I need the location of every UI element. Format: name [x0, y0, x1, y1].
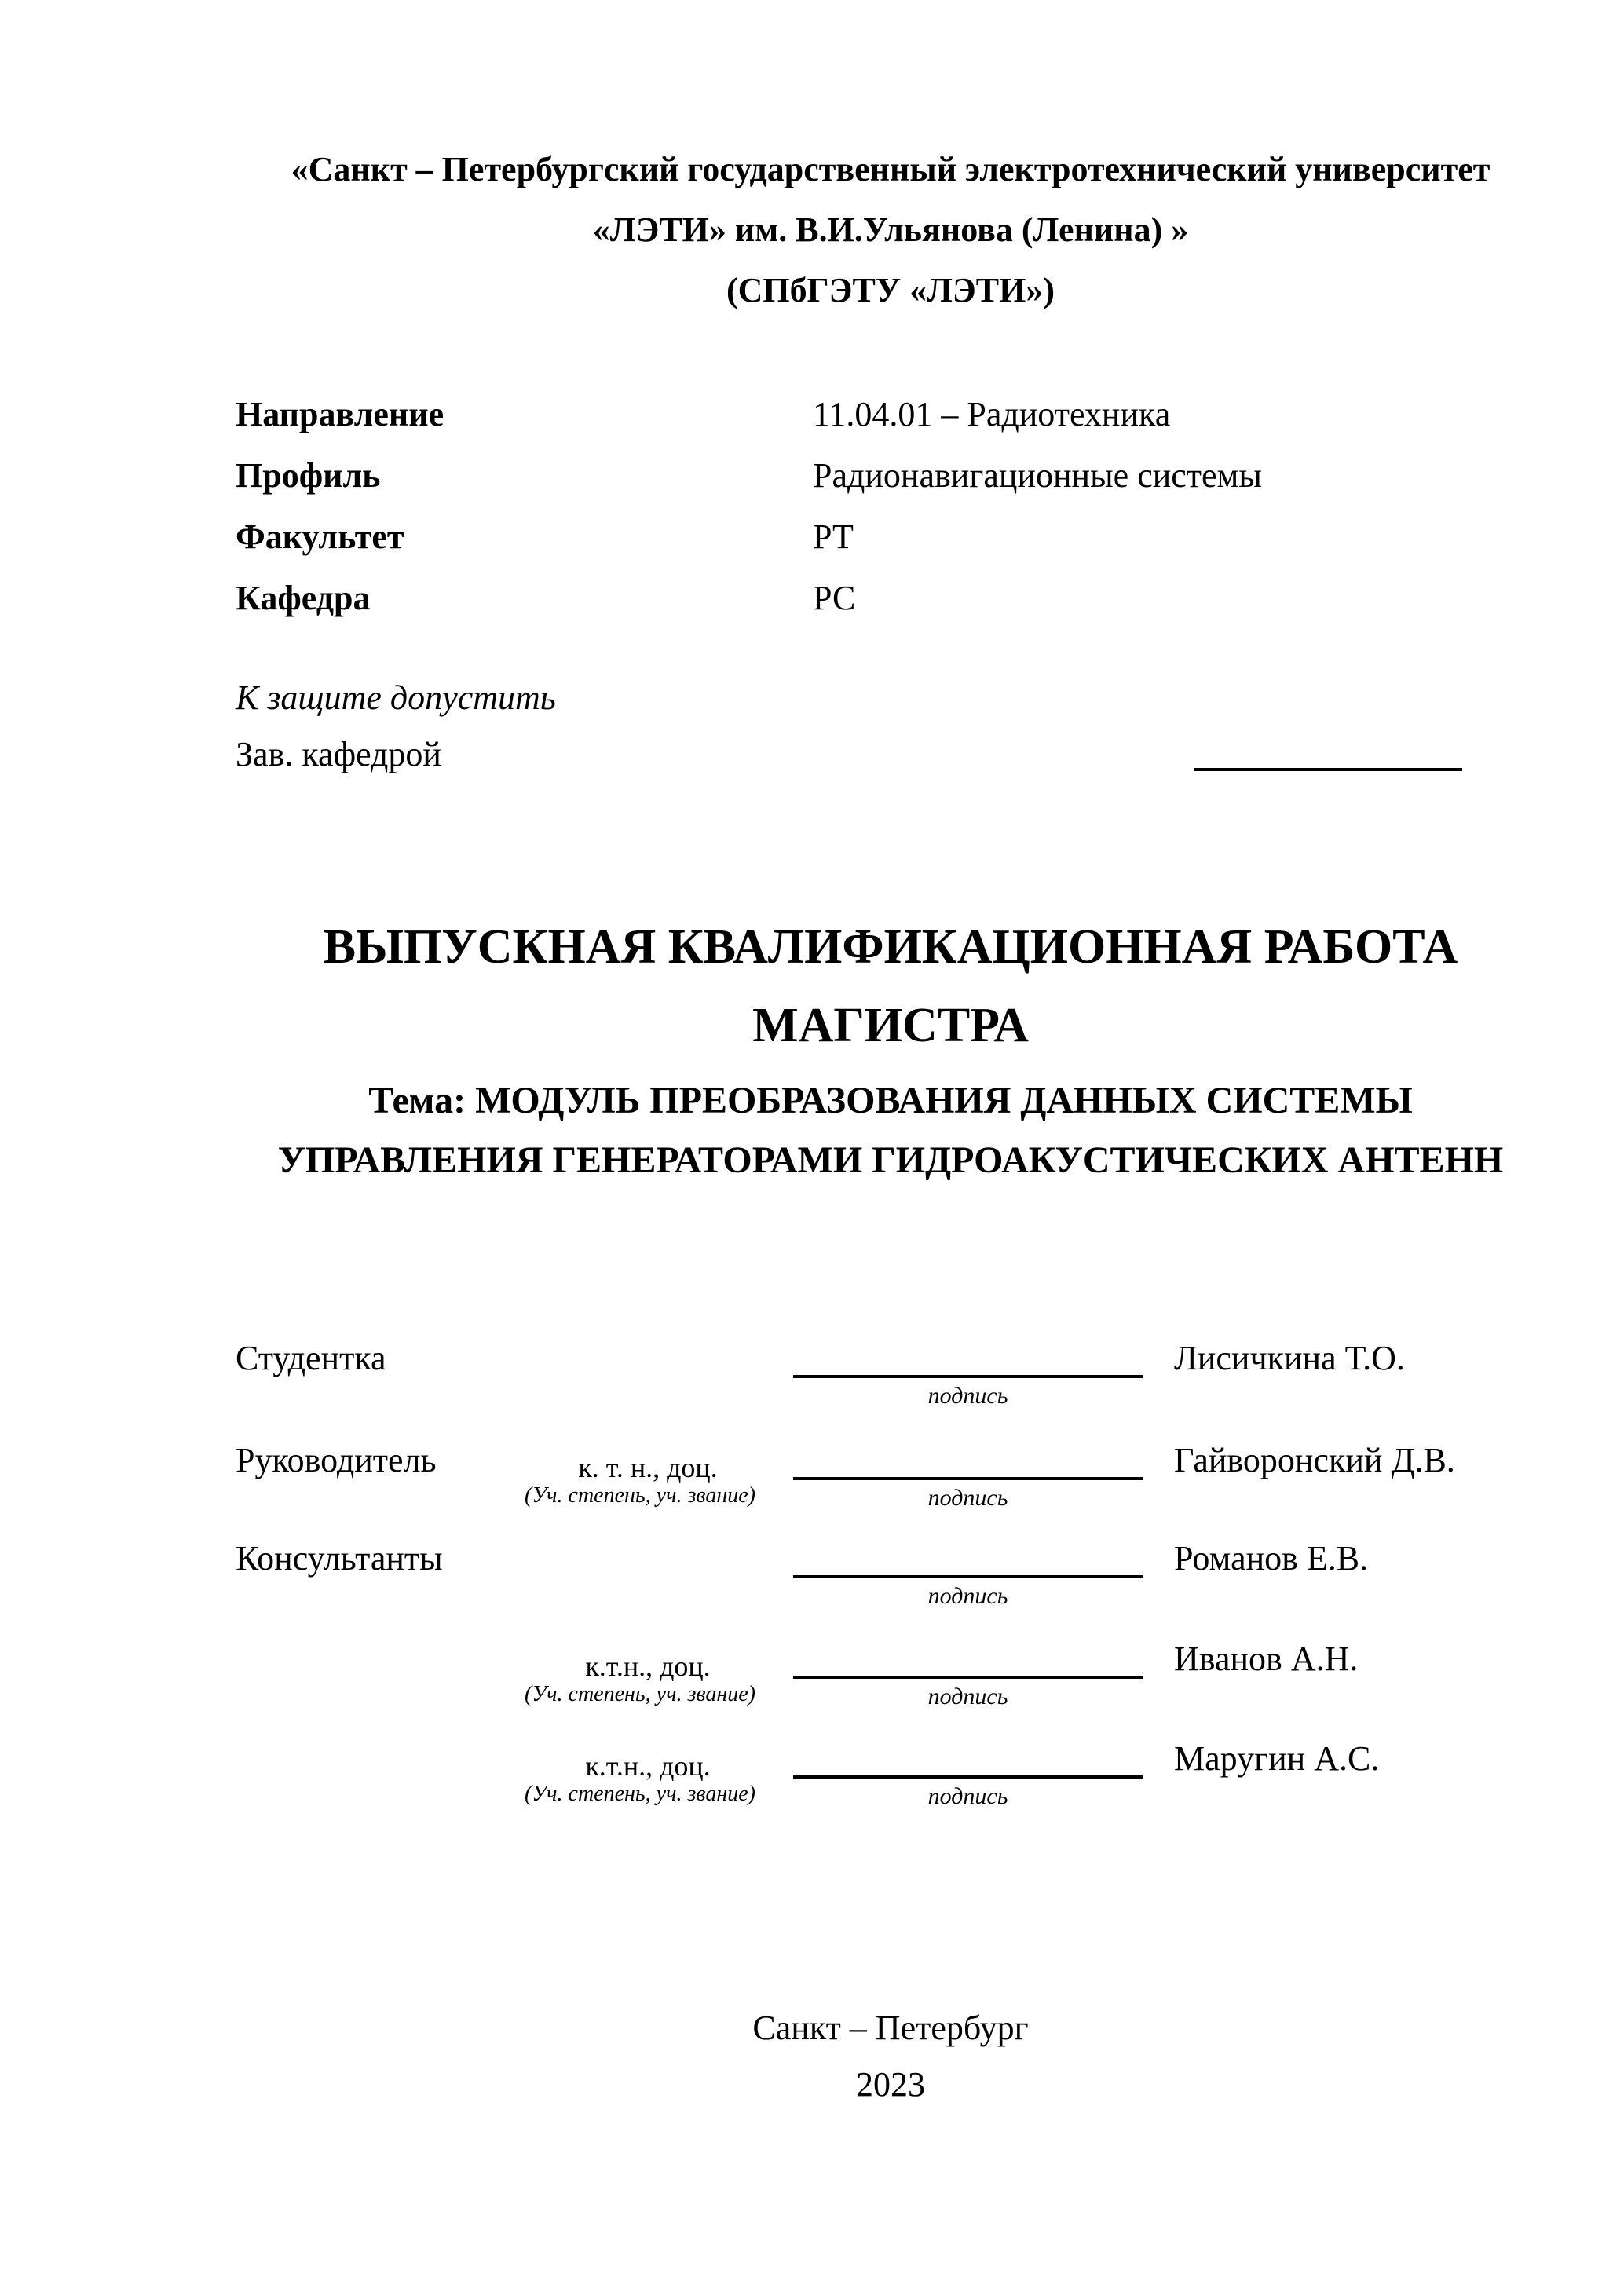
student-signature-caption: подпись: [927, 1383, 1008, 1409]
consultant-2-name: Иванов А.Н.: [1174, 1640, 1359, 1678]
consultant-1-signature-line: [793, 1575, 1143, 1578]
supervisor-degree: к. т. н., доц.: [578, 1452, 718, 1483]
consultant-1-signature-caption: подпись: [927, 1583, 1008, 1609]
program-row-faculty: [236, 517, 1545, 557]
consultant-3-degree-caption: (Уч. степень, уч. звание): [525, 1782, 755, 1806]
program-row-direction: [236, 395, 1545, 434]
direction-value: 11.04.01 – Радиотехника: [813, 395, 1171, 433]
supervisor-signature-line: [793, 1477, 1143, 1480]
signature-row-student: [236, 1339, 1545, 1433]
consultant-3-signature-caption: подпись: [927, 1783, 1008, 1809]
student-name: Лисичкина Т.О.: [1174, 1339, 1405, 1377]
program-row-profile: [236, 456, 1545, 495]
faculty-label: Факультет: [236, 517, 404, 556]
theme-line2: УПРАВЛЕНИЯ ГЕНЕРАТОРАМИ ГИДРОАКУСТИЧЕСКИХ АНТЕНН: [277, 1139, 1504, 1181]
supervisor-degree-caption: (Уч. степень, уч. звание): [525, 1483, 755, 1508]
signature-row-supervisor: [236, 1441, 1545, 1535]
supervisor-name: Гайворонский Д.В.: [1174, 1441, 1455, 1479]
department-head-label: Зав. кафедрой: [236, 735, 441, 773]
department-head-signature-line: [1194, 768, 1462, 771]
consultant-2-degree: к.т.н., доц.: [585, 1651, 711, 1682]
signature-row-consultant-3: [236, 1739, 1545, 1834]
student-role-label: Студентка: [236, 1339, 386, 1377]
university-header: [236, 139, 1545, 320]
consultants-role-label: Консультанты: [236, 1539, 443, 1578]
university-name-line2: «ЛЭТИ» им. В.И.Ульянова (Ленина) »: [592, 210, 1189, 249]
work-title-line2: МАГИСТРА: [752, 999, 1029, 1052]
consultant-2-degree-caption: (Уч. степень, уч. звание): [525, 1682, 755, 1706]
theme-line1: Тема: МОДУЛЬ ПРЕОБРАЗОВАНИЯ ДАННЫХ СИСТЕМЫ: [368, 1080, 1413, 1121]
supervisor-role-label: Руководитель: [236, 1441, 437, 1479]
signature-row-consultant-2: [236, 1640, 1545, 1734]
supervisor-signature-caption: подпись: [927, 1485, 1008, 1511]
university-name-line1: «Санкт – Петербургский государственный электротехнический университет: [291, 150, 1490, 188]
direction-label: Направление: [236, 395, 444, 433]
consultant-2-signature-caption: подпись: [927, 1684, 1008, 1709]
work-title-line1: ВЫПУСКНАЯ КВАЛИФИКАЦИОННАЯ РАБОТА: [323, 920, 1458, 974]
admission-approve-line: К защите допустить: [236, 678, 556, 717]
consultant-3-signature-line: [793, 1775, 1143, 1779]
department-value: РС: [813, 579, 856, 617]
consultant-2-signature-line: [793, 1676, 1143, 1679]
department-label: Кафедра: [236, 579, 371, 617]
student-signature-line: [793, 1375, 1143, 1378]
faculty-value: РТ: [813, 517, 854, 556]
consultant-3-degree: к.т.н., доц.: [585, 1750, 711, 1782]
footer-city: Санкт – Петербург: [752, 2009, 1029, 2047]
profile-value: Радионавигационные системы: [813, 456, 1262, 495]
consultant-3-name: Маругин А.С.: [1174, 1739, 1380, 1778]
signature-row-consultant-1: [236, 1539, 1545, 1633]
profile-label: Профиль: [236, 456, 381, 495]
consultant-1-name: Романов Е.В.: [1174, 1539, 1369, 1578]
program-row-department: [236, 579, 1545, 618]
footer-year: 2023: [856, 2065, 925, 2104]
university-abbreviation: (СПбГЭТУ «ЛЭТИ»): [726, 271, 1055, 309]
